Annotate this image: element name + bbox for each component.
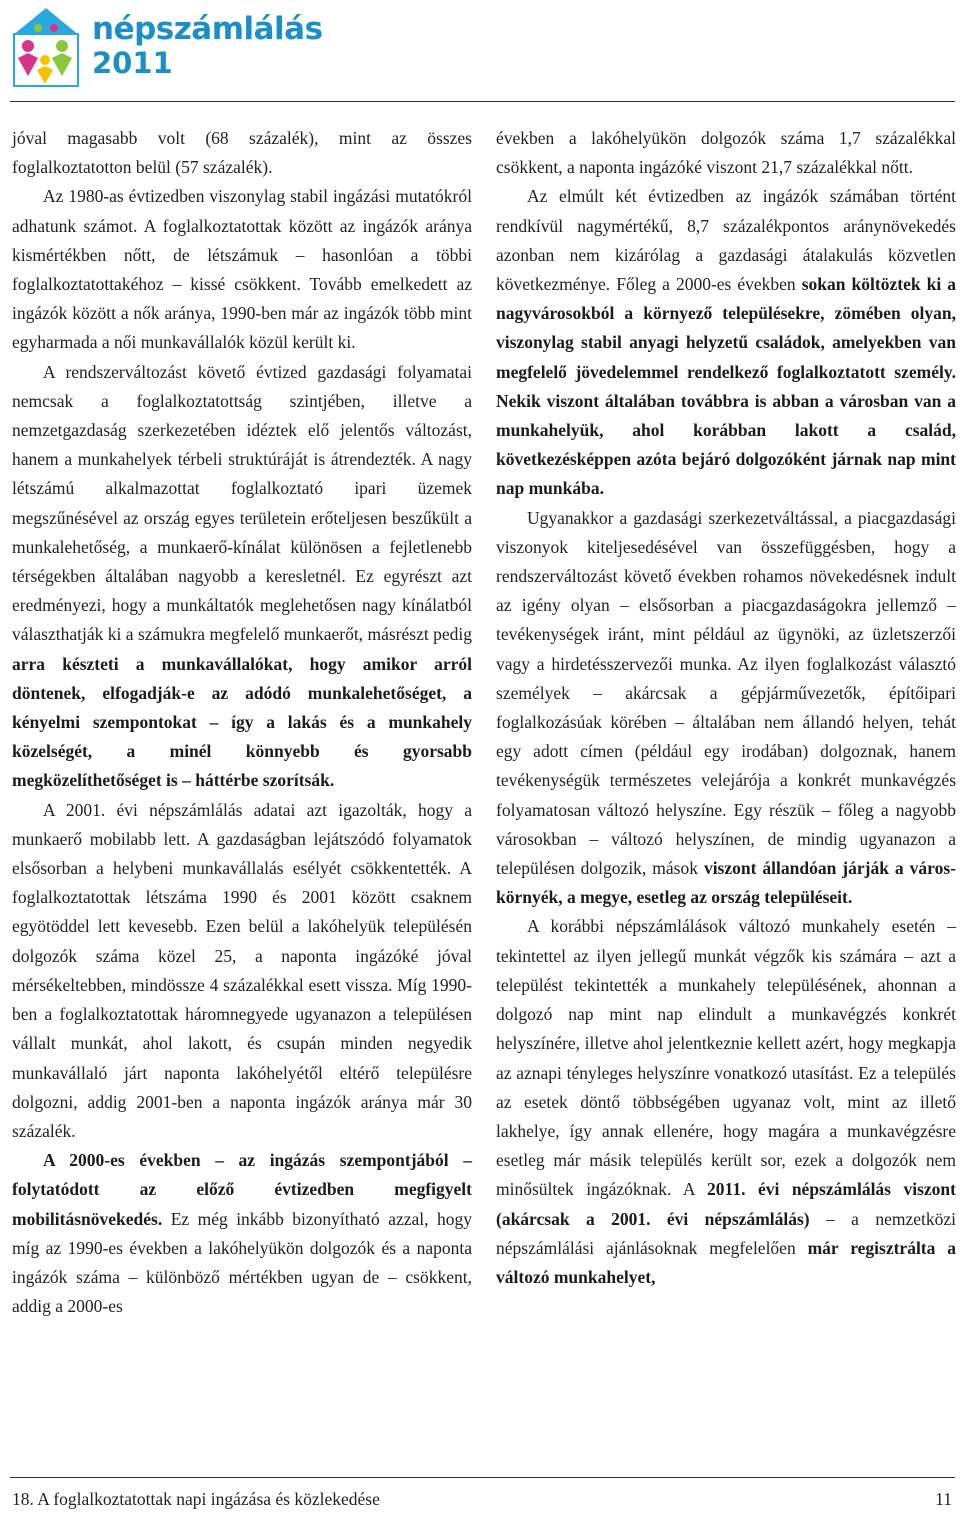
bold-text-run: már regisztrálta a változó munkahelyet, xyxy=(496,1237,956,1287)
left-column xyxy=(12,124,472,1321)
right-column xyxy=(496,124,956,1292)
logo-year: 2011 xyxy=(92,46,173,80)
text-run: – a nemzetközi népszámlálási ajánlásoknak megfelelően xyxy=(496,1208,956,1258)
text-run: A korábbi népszámlálások változó munkahely esetén – tekintettel az ilyen jellegű munkát végzők kis számára – azt a települést tekintették a munkahely településének, ahonnan a dolgozó nap mint nap elindult a munkavégzés konkrét helyszínére, illetve ahol jelentkeznie kellett azért, hogy megkapja az aznapi tényleges helyszínre vonatkozó utasítást. Ez a település az esetek döntő többségében ugyanaz volt, mint az illető lakhelye, így annak ellenére, hogy magára a munkavégzésre esetleg már másik település került sor, ezek a dolgozók nem minősültek ingázóknak. A xyxy=(496,916,956,1200)
text-run: Az elmúlt két évtizedben az ingázók számában történt rendkívül nagymértékű, 8,7 százalékpontos aránynövekedés azonban nem kizárólag a gazdasági átalakulás közvetlen következménye. Főleg a 2000-es években xyxy=(496,186,956,295)
text-run: években a lakóhelyükön dolgozók száma 1,7 százalékkal csökkent, a naponta ingázóké viszont 21,7 százalékkal nőtt. xyxy=(496,128,956,178)
paragraph xyxy=(12,124,472,182)
bold-text-run: sokan költöztek ki a nagyvárosokból a környező településekre, zömében olyan, viszonylag stabil anyagi helyzetű családok, amelyekben van megfelelő jövedelemmel rendelkező foglalkoztatott személy. Nekik viszont általában továbbra is abban a városban van a munkahelyük, ahol korábban lakott a család, következésképpen azóta bejáró dolgozóként járnak nap mint nap munkába. xyxy=(496,274,956,499)
logo-word: népszámlálás xyxy=(92,11,323,47)
logo-wordmark xyxy=(92,11,323,80)
paragraph xyxy=(496,124,956,182)
paragraph xyxy=(496,504,956,913)
text-run: Ez még inkább bizonyítható azzal, hogy míg az 1990-es években a lakóhelyükön dolgozók és a naponta ingázók száma – különböző mértékben ugyan de – csökkent, addig a 2000-es xyxy=(12,1208,472,1317)
footer-divider xyxy=(10,1477,955,1478)
paragraph xyxy=(12,182,472,357)
paragraph xyxy=(496,182,956,503)
page-number: 11 xyxy=(935,1489,952,1509)
paragraph xyxy=(496,912,956,1292)
bold-text-run: viszont állandóan járják a városkörnyék, a megye, esetleg az ország településeit. xyxy=(496,858,956,908)
page-header xyxy=(0,0,960,110)
bold-text-run: arra készteti a munkavállalókat, hogy amikor arról döntenek, elfogadják-e az adódó munkalehetőséget, a kényelmi szempontokat – így a lakás és a munkahely közelségét, a minél könnyebb és gyorsabb megközelíthetőséget is – háttérbe szorítsák. xyxy=(12,653,472,791)
bold-text-run: 2011. évi népszámlálás viszont (akárcsak a 2001. évi népszámlálás) xyxy=(496,1179,956,1229)
paragraph xyxy=(12,796,472,1146)
footer-title: 18. A foglalkoztatottak napi ingázása és közlekedése xyxy=(12,1489,380,1509)
paragraph xyxy=(12,1146,472,1321)
text-run: Ugyanakkor a gazdasági szerkezetváltással, a piacgazdasági viszonyok kiteljesedésével van összefüggésben, hogy a rendszerváltozást követő években rohamos növekedésnek indult az igény olyan – elsősorban a piacgazdaságokra jellemző – tevékenységek iránt, mint például az ügynöki, az üzletszerzői vagy a hirdetésszervezői munka. Az ilyen foglalkozást választó személyek – akárcsak a gépjárművezetők, építőipari foglalkozásúak körében – általában nem állandó helyen, tehát egy adott címen (például egy irodában) dolgoznak, hanem tevékenységük természetes velejárója a konkrét munkavégzés folyamatosan változó helyszíne. Egy részük – főleg a nagyobb városokban – változó helyszínen, de mindig ugyanazon a településen dolgozik, mások xyxy=(496,507,956,879)
text-run: jóval magasabb volt (68 százalék), mint az összes foglalkoztatotton belül (57 százalék). xyxy=(12,128,472,178)
text-run: A rendszerváltozást követő évtized gazdasági folyamatai nemcsak a foglalkoztatottság szintjében, illetve a nemzetgazdaság szerkezetében idéztek elő jelentős változást, hanem a munkahelyek térbeli struktúráját is átrendezték. A nagy létszámú alkalmazottat foglalkoztató ipari üzemek megszűnésével az ország egyes területein erőteljesen beszűkült a munkalehetőség, a munkaerő-kínálat különösen a fejletlenebb térségekben általában nagyobb a keresletnél. Ez egyrészt azt eredményezi, hogy a munkáltatók meglehetősen nagy kínálatból választhatják ki a számukra megfelelő munkaerőt, másrészt pedig xyxy=(12,361,472,645)
bold-text-run: A 2000-es években – az ingázás szempontjából – folytatódott az előző évtizedben megfigyelt mobilitásnövekedés. xyxy=(12,1150,472,1229)
census-logo-icon xyxy=(10,6,82,88)
header-divider xyxy=(10,101,955,102)
text-run: A 2001. évi népszámlálás adatai azt igazolták, hogy a munkaerő mobilabb lett. A gazdaságban lejátszódó folyamatok elsősorban a helybeni munkavállalás esélyét csökkentették. A foglalkoztatottak létszáma 1990 és 2001 között csaknem egyötöddel lett kevesebb. Ezen belül a lakóhelyük településén dolgozók száma közel 25, a naponta ingázóké jóval mérsékeltebben, mindössze 4 százalékkal esett vissza. Míg 1990-ben a foglalkoztatottak háromnegyede ugyanazon a településen vállalt munkát, ahol lakott, és csupán minden negyedik munkavállaló járt naponta lakóhelyétől eltérő településre dolgozni, addig 2001-ben a naponta ingázók aránya már 30 százalék. xyxy=(12,799,472,1141)
paragraph xyxy=(12,358,472,796)
text-run: Az 1980-as évtizedben viszonylag stabil ingázási mutatókról adhatunk számot. A foglalkoztatottak között az ingázók aránya kismértékben nőtt, de létszámuk – hasonlóan a többi foglalkoztatottakéhoz – kissé csökkent. Tovább emelkedett az ingázók között a nők aránya, 1990-ben már az ingázók több mint egyharmada a női munkavállalók közül került ki. xyxy=(12,186,472,353)
